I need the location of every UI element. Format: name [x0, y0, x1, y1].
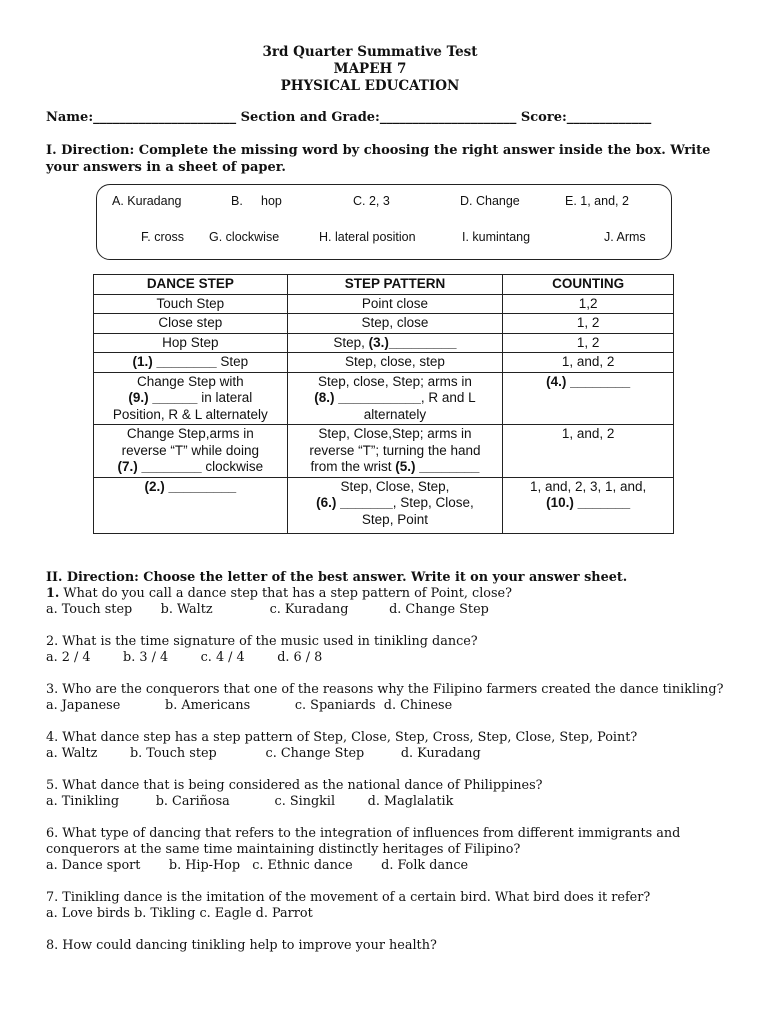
question-6: 6. What type of dancing that refers to the integration of influences from different immigrants and conquerors at the same time maintaining distinctly heritages of Filipino?: [46, 826, 681, 857]
question-number: 1.: [46, 586, 60, 601]
blank-8: (8.) ___________: [314, 390, 421, 405]
table-cell: 1, and, 2: [503, 353, 674, 373]
cell-text: Step,: [333, 334, 369, 350]
table-cell: [287, 372, 503, 425]
table-cell: Hop Step: [94, 333, 288, 353]
table-cell: [287, 425, 503, 478]
question-2: 2. What is the time signature of the music used in tinikling dance?: [46, 634, 478, 649]
table-row: [94, 353, 674, 373]
question-4: 4. What dance step has a step pattern of Step, Close, Step, Cross, Step, Close, Step, Point?: [46, 730, 638, 745]
header-counting: COUNTING: [503, 275, 674, 295]
blank-2: (2.) _________: [94, 477, 288, 533]
table-cell: Touch Step: [94, 294, 288, 314]
table-cell: Step, close: [287, 314, 503, 334]
choice-d: D. Change: [460, 194, 520, 208]
cell-line: Step, Close, Step,: [340, 478, 450, 494]
table-row: [94, 294, 674, 314]
cell-line: Change Step,arms in: [126, 426, 254, 441]
table-row: [94, 477, 674, 533]
choice-g: G. clockwise: [209, 230, 280, 244]
blank-7: (7.) ________: [117, 459, 202, 474]
table-cell: [94, 372, 288, 425]
subject-title: MAPEH 7: [333, 61, 407, 77]
cell-text: from the wrist: [310, 459, 396, 474]
blank-6: (6.) _______: [316, 495, 393, 510]
blank-4: (4.) ________: [503, 372, 674, 425]
cell-line: [97, 390, 284, 407]
blank-3: (3.)_________: [368, 334, 457, 350]
question-7-options: a. Love birds b. Tikling c. Eagle d. Parrot: [46, 906, 313, 921]
cell-line: [97, 459, 284, 476]
choice-h: H. lateral position: [319, 230, 416, 244]
question-3-options: a. Japanese b. Americans c. Spaniards d. Chinese: [46, 698, 453, 713]
part2-direction: II. Direction: Choose the letter of the best answer. Write it on your answer sheet.: [46, 570, 628, 585]
cell-text: , Step, Close,: [392, 495, 474, 510]
question-7: 7. Tinikling dance is the imitation of the movement of a certain bird. What bird does it refer?: [46, 890, 651, 905]
choice-j: J. Arms: [604, 230, 646, 244]
part1-direction: I. Direction: Complete the missing word by choosing the right answer inside the box. Write your answers in a sheet of paper.: [46, 143, 711, 175]
header-dance-step: DANCE STEP: [94, 275, 288, 295]
table-cell: Point close: [287, 294, 503, 314]
part2-section: [46, 570, 736, 954]
table-cell: 1,2: [503, 294, 674, 314]
question-2-options: a. 2 / 4 b. 3 / 4 c. 4 / 4 d. 6 / 8: [46, 650, 323, 665]
table-cell: [287, 333, 503, 353]
table-cell: 1, 2: [503, 333, 674, 353]
cell-line: Change Step with: [137, 373, 244, 389]
test-title: 3rd Quarter Summative Test: [262, 44, 478, 60]
table-row: [94, 314, 674, 334]
table-cell: [503, 477, 674, 533]
question-1: [46, 586, 736, 602]
table-row: [94, 425, 674, 478]
table-header-row: [94, 275, 674, 295]
cell-line: [291, 459, 500, 476]
dance-steps-table: [93, 274, 674, 534]
student-info-line: Name:______________________ Section and Grade:_____________________ Score:_____________: [46, 110, 652, 125]
cell-line: alternately: [363, 406, 427, 422]
choice-i: I. kumintang: [462, 230, 531, 244]
cell-line: Position, R & L alternately: [112, 406, 268, 422]
cell-line: reverse “T”; turning the hand: [309, 442, 481, 458]
choice-b-letter: B.: [231, 194, 243, 208]
choice-b-word: hop: [261, 194, 282, 208]
question-5-options: a. Tinikling b. Cariñosa c. Singkil d. Maglalatik: [46, 794, 454, 809]
table-cell: 1, 2: [503, 314, 674, 334]
question-8: 8. How could dancing tinikling help to improve your health?: [46, 938, 437, 953]
table-row: [94, 372, 674, 425]
cell-text: in lateral: [197, 390, 253, 405]
question-3: 3. Who are the conquerors that one of the reasons why the Filipino farmers created the dance tinikling?: [46, 682, 724, 697]
cell-line: Step, Point: [361, 511, 428, 527]
choice-f: F. cross: [141, 230, 185, 244]
cell-text: Step: [216, 354, 249, 369]
table-cell: [94, 353, 288, 373]
table-cell: 1, and, 2: [503, 425, 674, 478]
cell-line: Step, close, Step; arms in: [318, 373, 472, 389]
table-cell: [287, 477, 503, 533]
cell-line: Step, Close,Step; arms in: [318, 426, 472, 441]
cell-text: , R and L: [420, 390, 476, 405]
choice-c: C. 2, 3: [353, 194, 390, 208]
cell-line: 1, and, 2, 3, 1, and,: [529, 478, 647, 494]
component-title: PHYSICAL EDUCATION: [280, 78, 460, 94]
blank-5: (5.) ________: [395, 459, 480, 474]
blank-1: (1.) ________: [132, 354, 217, 369]
cell-text: clockwise: [201, 459, 264, 474]
choice-e: E. 1, and, 2: [565, 194, 629, 208]
table-row: [94, 333, 674, 353]
question-text: What do you call a dance step that has a step pattern of Point, close?: [59, 586, 512, 601]
blank-9: (9.) ______: [128, 390, 198, 405]
cell-line: [291, 390, 500, 407]
question-4-options: a. Waltz b. Touch step c. Change Step d. Kuradang: [46, 746, 481, 761]
cell-line: reverse “T” while doing: [121, 442, 259, 458]
blank-10: (10.) _______: [546, 495, 631, 510]
question-1-options: a. Touch step b. Waltz c. Kuradang d. Change Step: [46, 602, 489, 617]
question-6-options: a. Dance sport b. Hip-Hop c. Ethnic dance d. Folk dance: [46, 858, 469, 873]
choice-a: A. Kuradang: [112, 194, 182, 208]
cell-line: [291, 495, 500, 512]
table-cell: [94, 425, 288, 478]
question-5: 5. What dance that is being considered as the national dance of Philippines?: [46, 778, 543, 793]
table-cell: Close step: [94, 314, 288, 334]
header-step-pattern: STEP PATTERN: [287, 275, 503, 295]
answer-choices-box: [96, 184, 672, 260]
table-cell: Step, close, step: [287, 353, 503, 373]
